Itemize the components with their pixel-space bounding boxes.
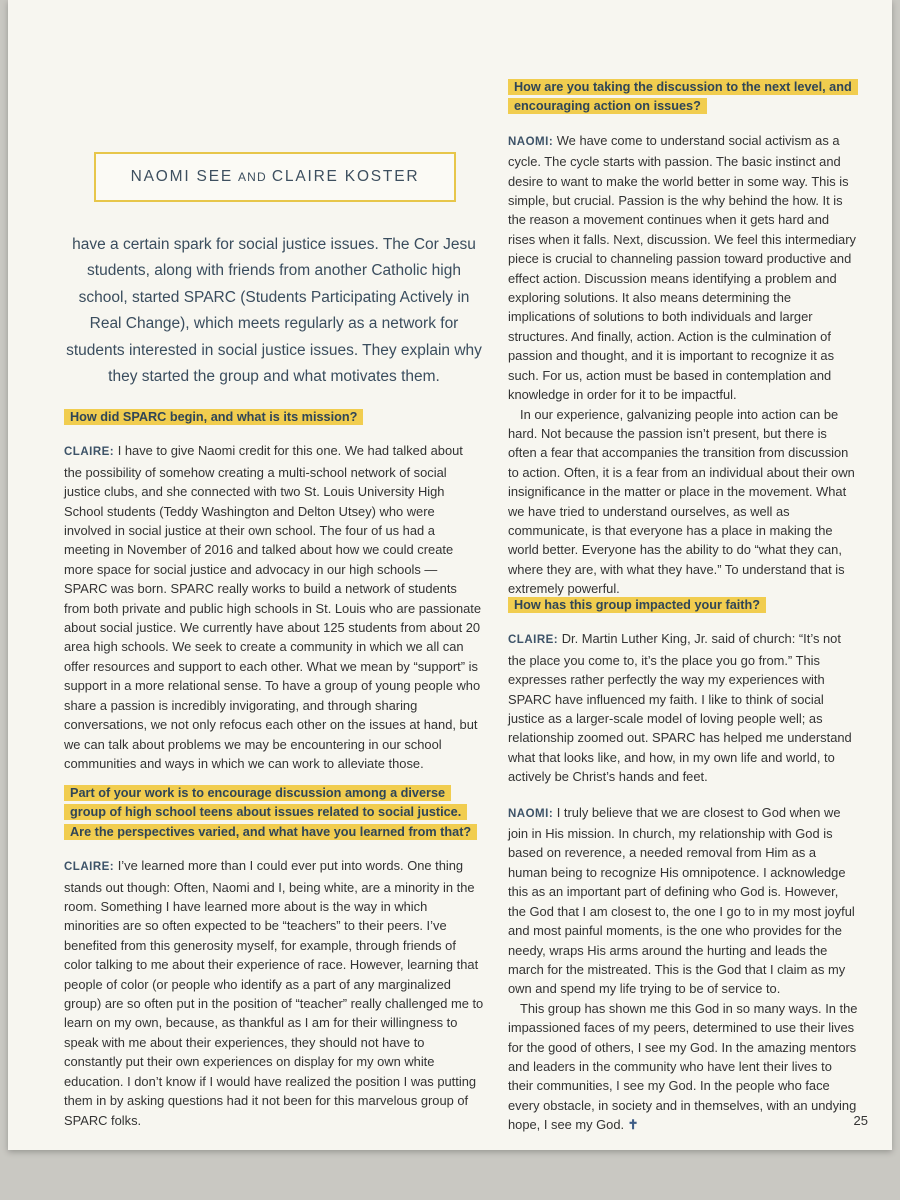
- speaker-label: CLAIRE:: [64, 861, 115, 874]
- question-heading: Part of your work is to encourage discussion among a diverse group of high school teens about issues related to social justice. Are the perspectives varied, and what have you learned from that?: [64, 785, 477, 840]
- answer-paragraph: [508, 629, 858, 786]
- name-naomi: NAOMI SEE: [130, 168, 233, 185]
- speaker-label: CLAIRE:: [64, 446, 115, 459]
- name-claire: CLAIRE KOSTER: [271, 168, 420, 185]
- magazine-page: [8, 0, 892, 1150]
- cross-icon: ✝: [627, 1117, 639, 1133]
- question-heading: How has this group impacted your faith?: [508, 597, 766, 613]
- section-q1: [64, 408, 484, 773]
- answer-paragraph: [64, 441, 484, 773]
- speaker-label: CLAIRE:: [508, 634, 559, 647]
- question-heading: How did SPARC begin, and what is its mission?: [64, 409, 363, 425]
- name-and: AND: [237, 170, 267, 184]
- answer-text-2: I truly believe that we are closest to God when we join in His mission. In church, my relationship with God is based on reverence, a needed removal from Him as a human being to recognize His omnipotence. I acknowledge this as an important part of defining who God is. However, the God that I am closest to, the one I go to in my most joyful and most painful moments, is the one who provides for the needy, wraps His arms around the hurting and leads the march for the mistreated. This is the God that I claim as my own and spend my life trying to be of service to.: [508, 804, 855, 997]
- speaker-label: NAOMI:: [508, 135, 554, 148]
- answer-text: I have to give Naomi credit for this one. We had talked about the possibility of somehow creating a multi-school network of social justice clubs, and she connected with two St. Louis University High School students (Teddy Washington and Delton Utsey) who were involved in social justice at their own school. The four of us had a meeting in November of 2016 and talked about how we could create more space for social justice and advocacy in our high schools — SPARC was born. SPARC really works to build a network of students from both private and public high schools in St. Louis who are passionate about social justice. We currently have about 125 students from about 20 area high schools. We seek to create a community in which we all can offer resources and support to each other. What we mean by “support” is support in a more relational sense. To have a group of young people who share a passion is incredibly invigorating, and through sharing conversations, we not only refocus each other on the issues at hand, but we can talk about problems we may be encountering in our school communities and ways in which we can work to alleviate those.: [64, 443, 482, 771]
- answer-text: We have come to understand social activism as a cycle. The cycle starts with passion. The basic instinct and desire to want to make the world better in some way. This is simple, but crucial. Passion is the why behind the how. It is the reason a movement continues when it gets hard and rises when it falls. Next, discussion. We feel this intermediary piece is crucial to channeling passion toward productive and effect action. Discussion means identifying a problem and exploring solutions. It also means determining the implications of solutions to both individuals and larger structures. And finally, action. Action is the culmination of passion and thought, and it is important to recognize it as such. For us, action must be based in contemplation and knowledge in order for it to be impactful.: [508, 132, 856, 403]
- answer-paragraph: [64, 856, 484, 1130]
- answer-text: Dr. Martin Luther King, Jr. said of church: “It’s not the place you come to, it’s the place you go from.” This expresses rather perfectly the way my experiences with SPARC have influenced my faith. I like to think of social justice as a larger-scale model of loving people well; as relationship zoomed out. SPARC has helped me understand what that looks like, and how, in my own life and world, to actively be Christ’s hands and feet.: [508, 631, 852, 785]
- section-q2: [64, 784, 484, 1130]
- name-box: [94, 152, 456, 202]
- intro-paragraph: have a certain spark for social justice issues. The Cor Jesu students, along with friends from another Catholic high school, started SPARC (Students Participating Actively in Real Change), which meets regularly as a network for students interested in social justice issues. They explain why they started the group and what motivates them.: [66, 235, 482, 385]
- question-heading: How are you taking the discussion to the next level, and encouraging action on issues?: [508, 79, 858, 114]
- answer-paragraph-2: [508, 803, 858, 999]
- answer-text: I’ve learned more than I could ever put into words. One thing stands out though: Often, Naomi and I, being white, are a minority in the room. Something I have learned more about is the way in which minorities are so often expected to be “teachers” to their peers. I’ve benefited from this generosity myself, for example, through friends of color talking to me about their experience of race. However, learning that people of color (or people who identify as a part of any marginalized group) are so often put in the position of “teacher” really challenged me to learn on my own, because, as thankful as I am for their willingness to speak with me about their experiences, they should not have to constantly put their own experiences on display for my own white education. I don’t know if I would have realized the position I was putting them in by asking questions had it not been for this marvelous group of SPARC folks.: [64, 858, 484, 1128]
- answer-paragraph-2: In our experience, galvanizing people into action can be hard. Not because the passion isn’t present, but there is often a fear that accompanies the transition from discussion to action. Often, it is a fear from an individual about their own insignificance in the matter or place in the movement. What we have tried to understand ourselves, as well as communicate, is that everyone has a place in making the world better. Everyone has the ability to do “what they can, where they are, with what they have.” To understand that is extremely powerful.: [508, 406, 855, 597]
- section-q4: [508, 596, 858, 1135]
- section-q3: [508, 78, 858, 599]
- answer-paragraph-3: [508, 999, 858, 1135]
- answer-text-3: This group has shown me this God in so many ways. In the impassioned faces of my peers, determined to use their lives for the good of others, I see my God. In the amazing mentors and leaders in the community who have lent their lives to their communities, I see my God. In the people who face every obstacle, in society and in themselves, with an undying hope, I see my God.: [508, 1000, 858, 1133]
- page-number: 25: [853, 1113, 868, 1128]
- speaker-label-2: NAOMI:: [508, 807, 554, 820]
- answer-paragraph: [508, 131, 858, 405]
